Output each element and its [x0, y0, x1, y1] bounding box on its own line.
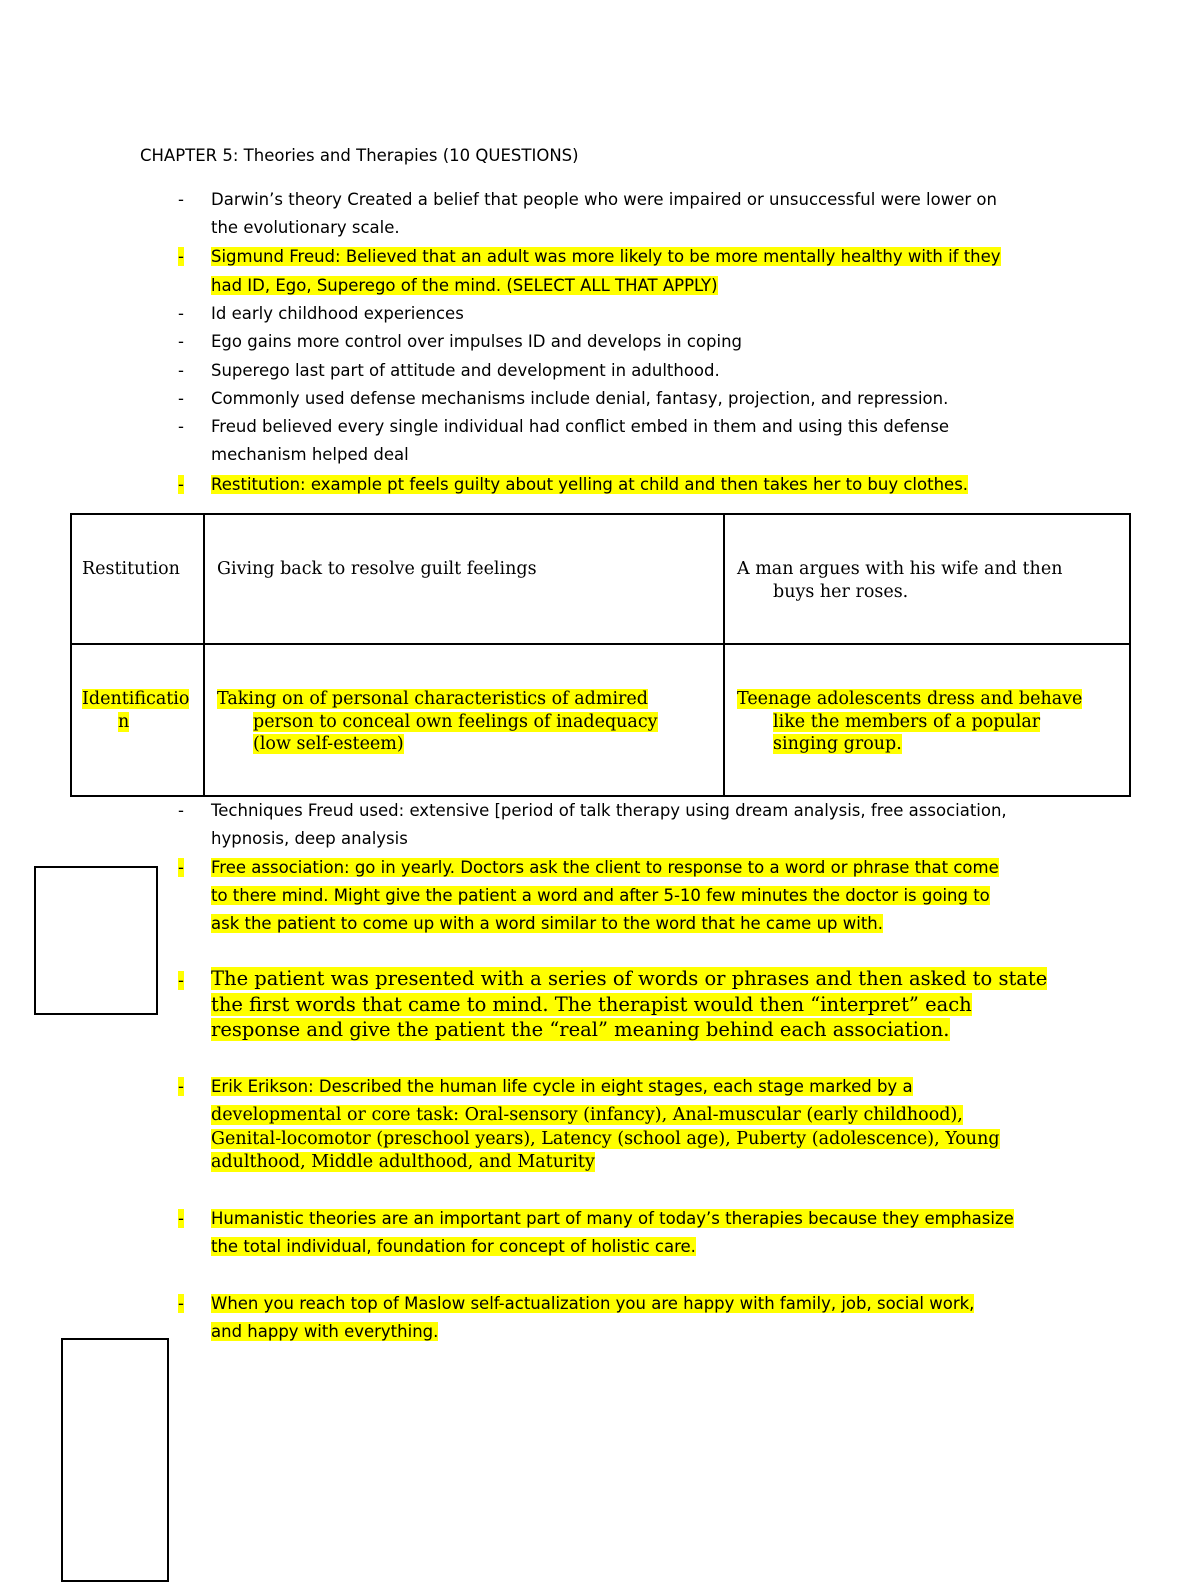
table-row [71, 644, 1130, 796]
bullet-marker: - [178, 858, 184, 877]
defense-mechanism-table [70, 513, 1131, 797]
note-erikson-line-1: Erik Erikson: Described the human life cycle in eight stages, each stage marked by a [211, 1077, 913, 1096]
note-presented-line-2: the first words that came to mind. The therapist would then “interpret” each [211, 993, 972, 1016]
note-conflict-line-1: Freud believed every single individual had conflict embed in them and using this defense [211, 417, 950, 436]
bullet-marker: - [178, 971, 184, 990]
table-cell-example [724, 514, 1130, 644]
note-freud-line-1: Sigmund Freud: Believed that an adult was more likely to be more mentally healthy with if they [211, 247, 1001, 266]
note-id: Id early childhood experiences [211, 304, 464, 323]
example-text-line-1: Teenage adolescents dress and behave [737, 689, 1083, 709]
note-free-association-line-3: ask the patient to come up with a word similar to the word that he came up with. [211, 914, 884, 933]
table-cell-term [71, 644, 204, 796]
term-text-line-2: n [118, 711, 130, 732]
note-darwin-line-2: the evolutionary scale. [211, 218, 400, 237]
note-superego: Superego last part of attitude and development in adulthood. [211, 361, 720, 380]
term-text-line-1: Identificatio [82, 689, 190, 709]
bullet-marker: - [178, 332, 184, 351]
note-freud-line-2: had ID, Ego, Superego of the mind. (SELECT ALL THAT APPLY) [211, 276, 718, 295]
example-text-line-3: singing group. [773, 734, 902, 754]
note-maslow-line-1: When you reach top of Maslow self-actualization you are happy with family, job, social work, [211, 1294, 975, 1313]
term-text: Restitution [82, 559, 180, 579]
table-cell-term [71, 514, 204, 644]
empty-shape-box [34, 866, 158, 1015]
note-free-association-line-1: Free association: go in yearly. Doctors ask the client to response to a word or phrase that come [211, 858, 999, 877]
bullet-marker: - [178, 801, 184, 820]
note-restitution: Restitution: example pt feels guilty about yelling at child and then takes her to buy clothes. [211, 475, 969, 494]
bullet-marker: - [178, 361, 184, 380]
definition-text-line-2: person to conceal own feelings of inadequacy [253, 711, 658, 732]
chapter-title: CHAPTER 5: Theories and Therapies (10 QUESTIONS) [140, 146, 579, 165]
note-ego: Ego gains more control over impulses ID and develops in coping [211, 332, 743, 351]
note-darwin-line-1: Darwin’s theory Created a belief that people who were impaired or unsuccessful were lower on [211, 190, 997, 209]
bullet-marker: - [178, 1294, 184, 1313]
empty-shape-box [61, 1338, 169, 1582]
table-row [71, 514, 1130, 644]
note-erikson-line-2: developmental or core task: Oral-sensory (infancy), Anal-muscular (early childhood), [211, 1105, 963, 1125]
note-humanistic-line-1: Humanistic theories are an important part of many of today’s therapies because they emphasize [211, 1209, 1014, 1228]
bullet-marker: - [178, 1077, 184, 1096]
bullet-marker: - [178, 190, 184, 209]
example-text-line-2: buys her roses. [773, 581, 909, 602]
note-humanistic-line-2: the total individual, foundation for concept of holistic care. [211, 1237, 696, 1256]
note-maslow-line-2: and happy with everything. [211, 1322, 439, 1341]
note-presented-line-1: The patient was presented with a series of words or phrases and then asked to state [211, 967, 1048, 990]
note-presented-line-3: response and give the patient the “real” meaning behind each association. [211, 1018, 950, 1041]
bullet-marker: - [178, 1209, 184, 1228]
note-techniques-line-1: Techniques Freud used: extensive [period of talk therapy using dream analysis, free association, [211, 801, 1007, 820]
note-erikson-line-4: adulthood, Middle adulthood, and Maturity [211, 1152, 595, 1172]
bullet-marker: - [178, 475, 184, 494]
table-cell-definition [204, 514, 724, 644]
note-free-association-line-2: to there mind. Might give the patient a word and after 5-10 few minutes the doctor is going to [211, 886, 990, 905]
note-defense-mechanisms: Commonly used defense mechanisms include denial, fantasy, projection, and repression. [211, 389, 949, 408]
table-cell-definition [204, 644, 724, 796]
bullet-marker: - [178, 389, 184, 408]
definition-text-line-3: (low self-esteem) [253, 734, 404, 754]
note-conflict-line-2: mechanism helped deal [211, 445, 409, 464]
table-cell-example [724, 644, 1130, 796]
definition-text-line-1: Taking on of personal characteristics of admired [217, 689, 648, 709]
example-text-line-1: A man argues with his wife and then [737, 559, 1063, 579]
note-techniques-line-2: hypnosis, deep analysis [211, 829, 408, 848]
bullet-marker: - [178, 247, 184, 266]
definition-text: Giving back to resolve guilt feelings [217, 559, 537, 579]
bullet-marker: - [178, 304, 184, 323]
bullet-marker: - [178, 417, 184, 436]
note-erikson-line-3: Genital-locomotor (preschool years), Latency (school age), Puberty (adolescence), Young [211, 1129, 1000, 1149]
example-text-line-2: like the members of a popular [773, 711, 1041, 732]
